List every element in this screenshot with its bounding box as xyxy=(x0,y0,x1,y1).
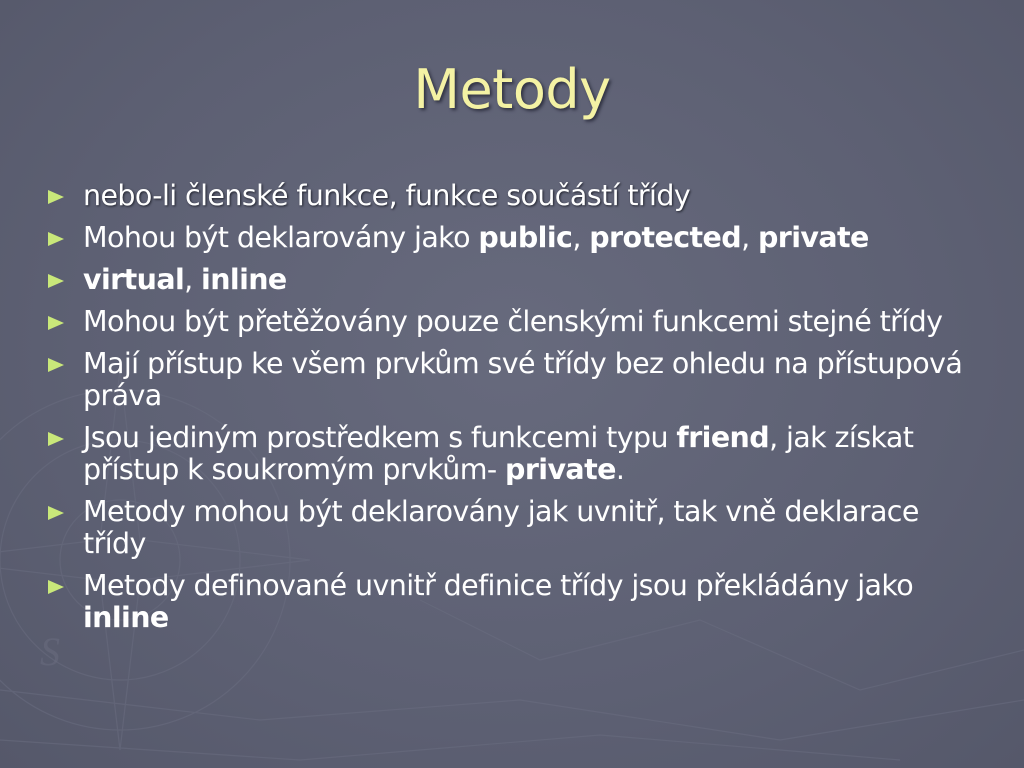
bullet-text: Mají přístup ke všem prvkům své třídy bez ohledu na přístupová práva xyxy=(83,347,963,412)
triangle-bullet-icon xyxy=(48,580,64,594)
bullet-text: Mohou být deklarovány jako xyxy=(83,221,479,254)
list-item xyxy=(48,348,988,412)
keyword: inline xyxy=(83,601,169,634)
list-item xyxy=(48,222,988,254)
keyword: public xyxy=(478,221,573,254)
keyword: inline xyxy=(201,263,287,296)
compass-letter-s: S xyxy=(40,629,60,674)
bullet-text: nebo-li členské funkce, funkce součástí třídy xyxy=(83,179,691,212)
keyword: private xyxy=(505,453,616,486)
bullet-text: Metody mohou být deklarovány jak uvnitř, tak vně deklarace třídy xyxy=(83,495,919,560)
triangle-bullet-icon xyxy=(48,432,64,446)
list-item xyxy=(48,570,988,634)
bullet-text: Mohou být přetěžovány pouze členskými funkcemi stejné třídy xyxy=(83,305,943,338)
triangle-bullet-icon xyxy=(48,232,64,246)
keyword: friend xyxy=(676,421,770,454)
list-item xyxy=(48,496,988,560)
triangle-bullet-icon xyxy=(48,190,64,204)
list-item xyxy=(48,264,988,296)
triangle-bullet-icon xyxy=(48,274,64,288)
slide-title: Metody xyxy=(413,58,611,121)
list-item xyxy=(48,306,988,338)
list-item xyxy=(48,422,988,486)
bullet-text: , jak získat přístup k soukromým prvkům- xyxy=(83,421,914,486)
triangle-bullet-icon xyxy=(48,506,64,520)
bullet-list xyxy=(48,180,988,644)
keyword: virtual xyxy=(83,263,185,296)
triangle-bullet-icon xyxy=(48,358,64,372)
bullet-text: Jsou jediným prostředkem s funkcemi typu xyxy=(83,421,677,454)
list-item xyxy=(48,180,988,212)
bullet-text: , xyxy=(572,221,590,254)
bullet-text: Metody definované uvnitř definice třídy jsou překládány jako xyxy=(83,569,914,602)
keyword: private xyxy=(758,221,869,254)
triangle-bullet-icon xyxy=(48,316,64,330)
bullet-text: , xyxy=(741,221,758,254)
keyword: protected xyxy=(589,221,742,254)
bullet-text: . xyxy=(615,453,625,486)
bullet-text: , xyxy=(184,263,202,296)
